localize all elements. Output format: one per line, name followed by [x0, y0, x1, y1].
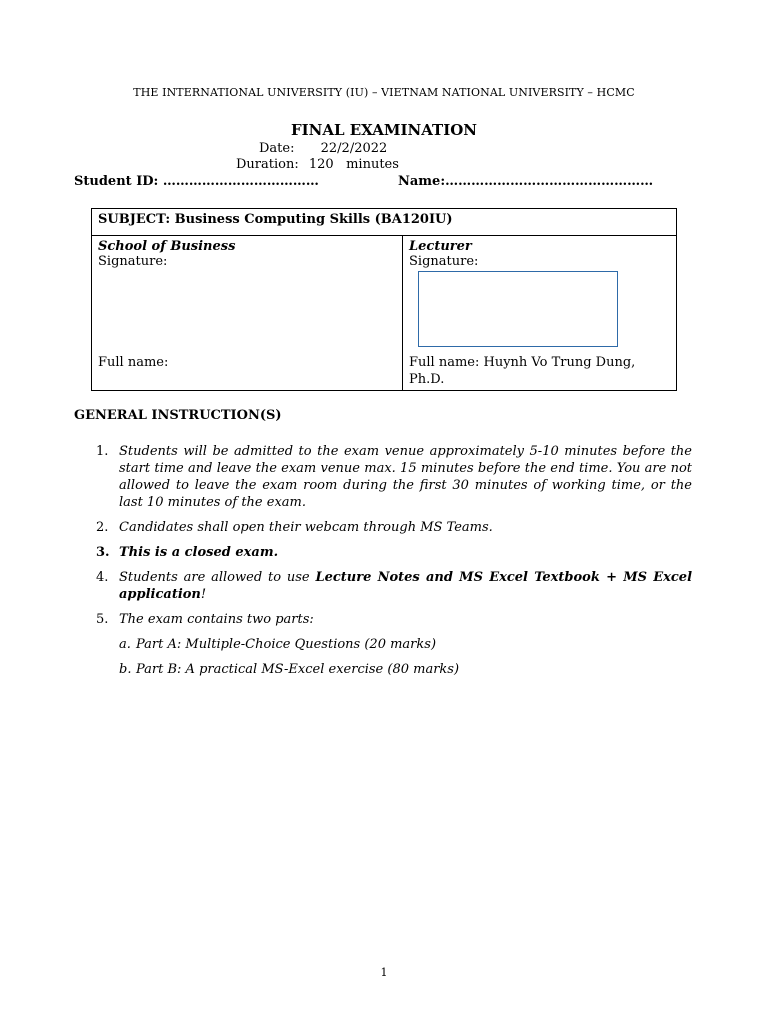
school-full-name: Full name:: [98, 355, 169, 370]
subject-title: SUBJECT: Business Computing Skills (BA120IU): [92, 209, 677, 236]
date-line: [259, 141, 387, 156]
school-signature-label: Signature:: [98, 254, 168, 269]
instructions-list: [96, 443, 692, 686]
list-item: 5. The exam contains two parts:: [96, 612, 314, 627]
lecturer-full-name: Full name: Huynh Vo Trung Dung, Ph.D.: [409, 355, 636, 387]
lecturer-cell: [403, 236, 677, 391]
general-instructions-heading: GENERAL INSTRUCTION(S): [74, 408, 282, 423]
lecturer-heading: Lecturer: [409, 239, 472, 254]
list-item: a. Part A: Multiple-Choice Questions (20 marks): [119, 637, 437, 652]
list-item: b. Part B: A practical MS-Excel exercise (80 marks): [119, 662, 460, 677]
subject-table: [91, 208, 677, 391]
list-item: 3. This is a closed exam.: [96, 545, 279, 560]
student-name-field: Name:…………………………………………: [398, 174, 654, 189]
list-item: 2. Candidates shall open their webcam through MS Teams.: [96, 520, 493, 535]
date-label: Date:: [259, 141, 295, 156]
duration-value: 120 minutes: [308, 157, 399, 172]
school-cell: [92, 236, 403, 391]
school-heading: School of Business: [98, 239, 236, 254]
page-number: 1: [380, 966, 388, 979]
signature-box: [418, 271, 618, 347]
date-value: 22/2/2022: [320, 141, 388, 156]
student-id-field: Student ID: ………………………………: [74, 174, 319, 189]
duration-label: Duration:: [236, 157, 299, 172]
university-header: THE INTERNATIONAL UNIVERSITY (IU) – VIETNAM NATIONAL UNIVERSITY – HCMC: [133, 86, 635, 99]
list-item: 4. Students are allowed to use Lecture Notes and MS Excel Textbook + MS Excel application!: [96, 570, 693, 602]
exam-title: FINAL EXAMINATION: [290, 121, 478, 139]
lecturer-signature-label: Signature:: [409, 254, 479, 269]
duration-line: [236, 157, 399, 172]
list-item: 1. Students will be admitted to the exam venue approximately 5-10 minutes before the start time and leave the exam venue max. 15 minutes before the end time. You are not allowed to leave the exam room during the first 30 minutes of working time, or the last 10 minutes of the exam.: [96, 444, 692, 510]
